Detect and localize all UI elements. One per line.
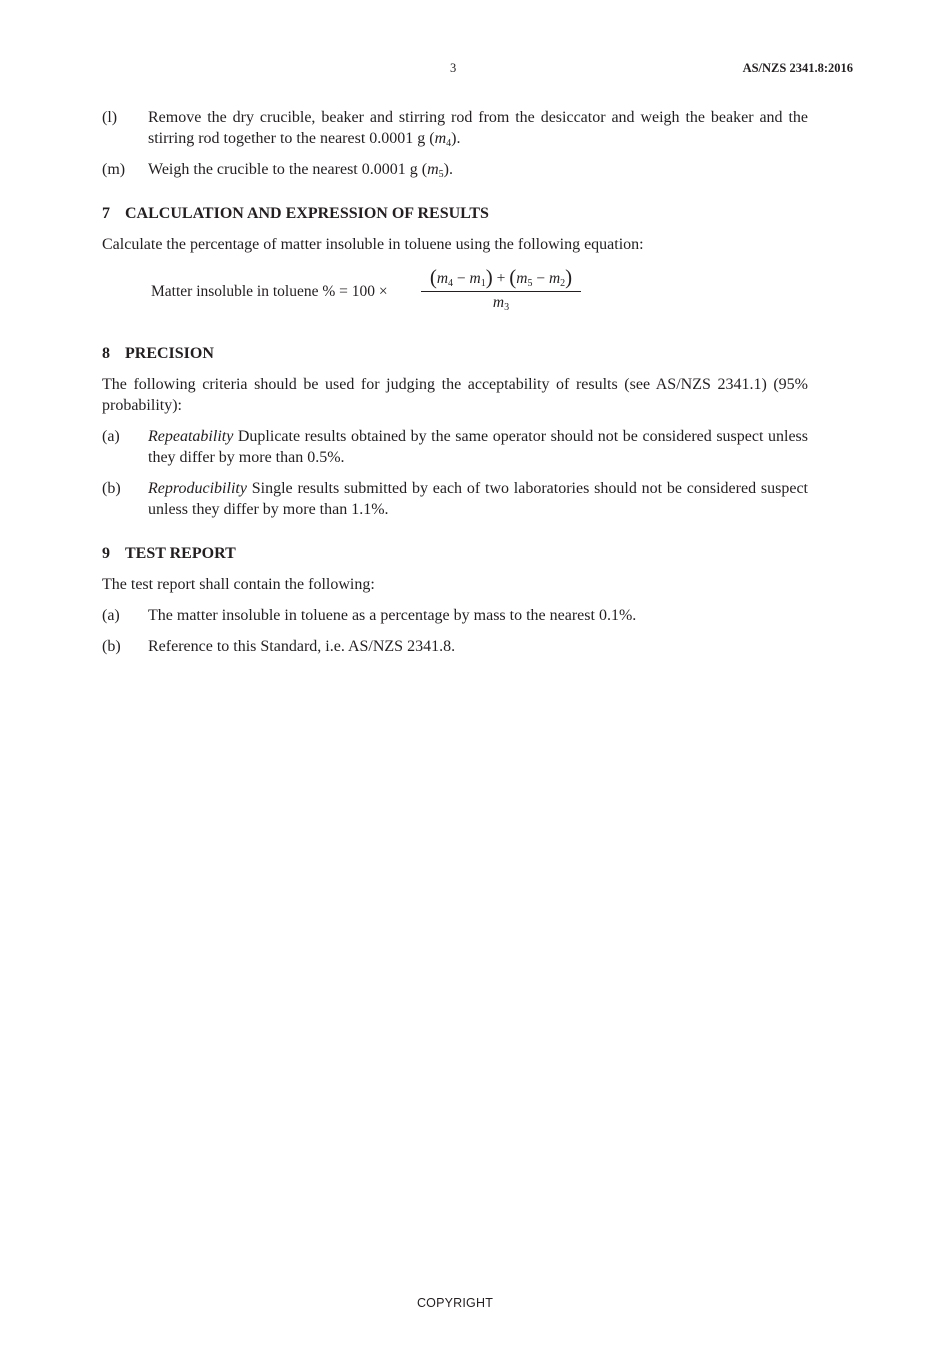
equation-label: Matter insoluble in toluene % = 100 × <box>151 283 388 300</box>
step-item <box>102 159 808 185</box>
copyright-footer: COPYRIGHT <box>416 1296 494 1310</box>
item-text: The matter insoluble in toluene as a percentage by mass to the nearest 0.1%. <box>148 607 637 624</box>
step-item <box>102 107 808 154</box>
page-number: 3 <box>450 61 457 75</box>
equation-numerator: $(m_4 - m_1) + (m_5 - m_2)$ <box>429 265 573 289</box>
step-label: (m) <box>102 161 126 178</box>
standard-designation: AS/NZS 2341.8:2016 <box>742 61 853 75</box>
section-heading-9: 9 TEST REPORT <box>102 545 236 562</box>
item-text: Reproducibility Single results submitted by each of two laboratories should not be considered suspect unless they differ by more than 1.1%. <box>148 480 808 518</box>
item-text: Reference to this Standard, i.e. AS/NZS 2341.8. <box>148 638 456 655</box>
step-label: (l) <box>102 109 118 126</box>
section-heading-8: 8 PRECISION <box>102 345 214 362</box>
section9-intro: The test report shall contain the following: <box>102 576 375 593</box>
insoluble-matter-equation <box>151 264 591 320</box>
step-text: Remove the dry crucible, beaker and stirring rod from the desiccator and weigh the beaker and the stirring rod together to the nearest 0.0001 g $(m_4)$. <box>148 109 808 149</box>
item-label: (b) <box>102 480 121 497</box>
report-item <box>102 605 808 626</box>
item-label: (a) <box>102 428 120 445</box>
item-text: Repeatability Duplicate results obtained by the same operator should not be considered suspect unless they differ by more than 0.5%. <box>148 428 808 466</box>
equation-denominator: $m_3$ <box>492 294 510 313</box>
item-label: (b) <box>102 638 121 655</box>
report-item <box>102 636 808 657</box>
section8-intro: The following criteria should be used for judging the acceptability of results (see AS/NZS 2341.1) (95% probability): <box>102 376 808 414</box>
step-text: Weigh the crucible to the nearest 0.0001 g $(m_5)$. <box>148 161 453 180</box>
section-heading-7: 7 CALCULATION AND EXPRESSION OF RESULTS <box>102 205 489 222</box>
item-label: (a) <box>102 607 120 624</box>
precision-item-repeatability <box>102 426 808 468</box>
equation-fraction <box>421 264 581 319</box>
precision-item-reproducibility <box>102 478 808 520</box>
section7-intro: Calculate the percentage of matter insoluble in toluene using the following equation: <box>102 236 644 253</box>
